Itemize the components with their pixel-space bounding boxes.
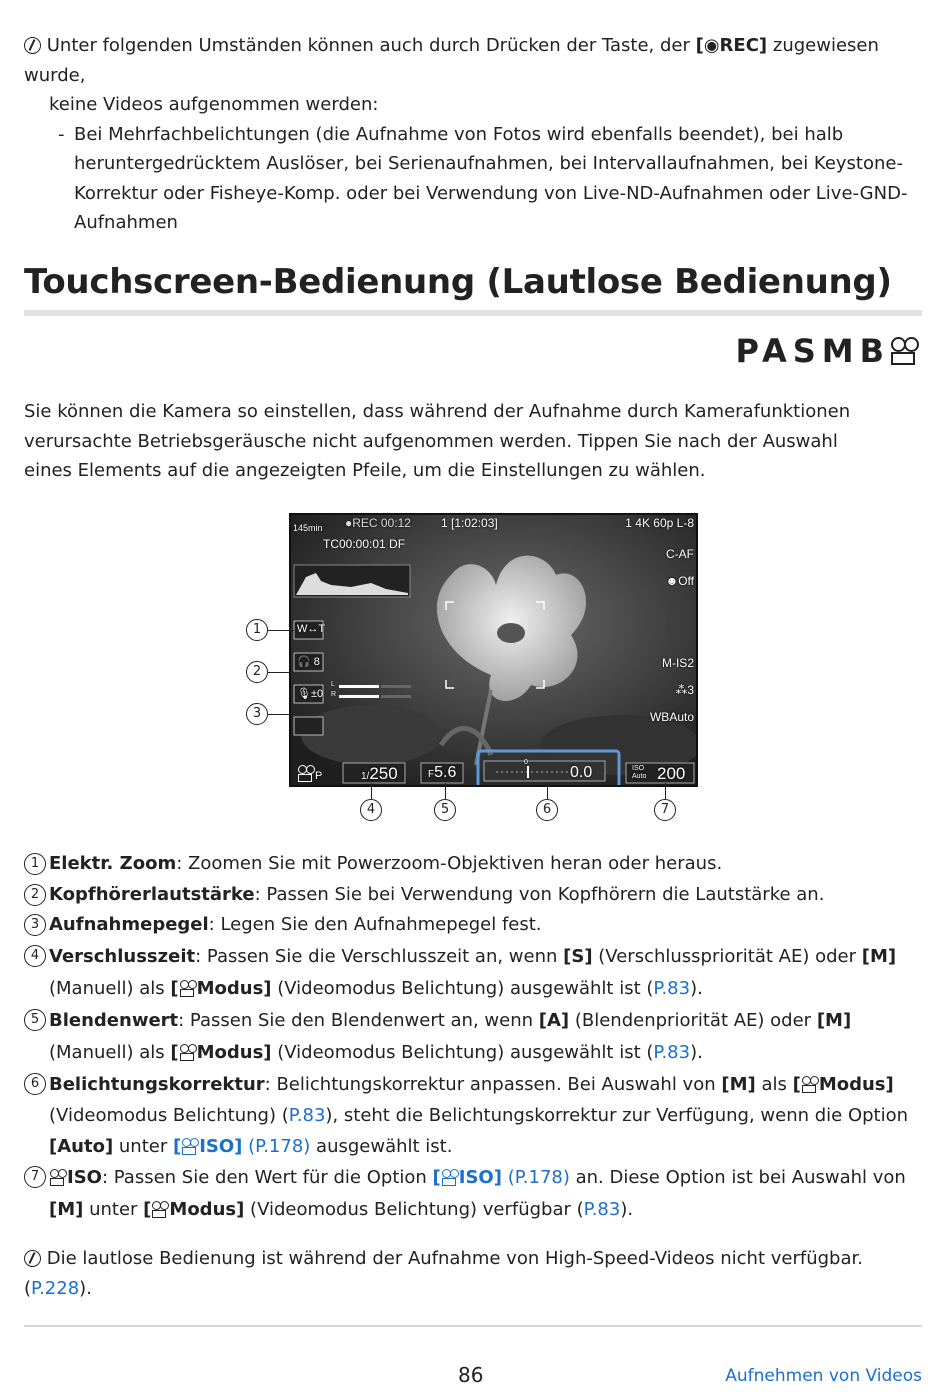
movie-icon — [181, 1138, 199, 1154]
callout-4: 4 — [360, 799, 382, 821]
bottom-note: Die lautlose Bedienung ist während der Aufnahme von High-Speed-Videos nicht verfügbar. (P.228). — [24, 1248, 863, 1299]
page-title: Touchscreen-Bedienung (Lautlose Bedienung) — [24, 262, 892, 302]
list-item: 6 Belichtungskorrektur: Belichtungskorrektur anpassen. Bei Auswahl von [M] als [ Modus] (Videomodus Belichtung) (P.83), steht die Belichtungskorrektur zur Verfügung, wenn die Option [Auto] unter [ ISO] (P.178) ausgewählt ist. — [24, 1069, 924, 1162]
video-format: 1 4K 60p L-8 — [625, 516, 694, 530]
iso-link[interactable]: [ ISO] — [172, 1135, 243, 1157]
iso-label: ISO Auto — [632, 765, 647, 780]
picture-mode: ⁂3 — [675, 683, 694, 697]
face-detect: ☻Off — [665, 574, 694, 588]
movie-icon — [179, 980, 197, 996]
movie-icon — [151, 1201, 169, 1217]
mic-touch-button[interactable]: 🎙±0 — [297, 688, 324, 700]
camera-screen — [289, 513, 698, 787]
movie-icon — [441, 1169, 459, 1185]
intro-text: Sie können die Kamera so einstellen, dass während der Aufnahme durch Kamerafunktionen verursachte Betriebsgeräusche nicht aufgenommen werden. Tippen Sie nach der Auswahl eines Elements auf die angezeigten Pfeile, um die Einstellungen zu wählen. — [24, 401, 851, 481]
note-icon — [24, 37, 41, 54]
movie-icon — [297, 765, 315, 781]
battery-indicator: 145min — [293, 523, 323, 533]
list-item: 3 Aufnahmepegel: Legen Sie den Aufnahmepegel fest. — [24, 910, 924, 941]
timecode: TC00:00:01 DF — [323, 537, 406, 551]
callout-3: 3 — [246, 703, 268, 725]
list-item: 5 Blendenwert: Passen Sie den Blendenwert an, wenn [A] (Blendenpriorität AE) oder [M] (Manuell) als [ Modus] (Videomodus Belichtung) ausgewählt ist (P.83). — [24, 1005, 924, 1069]
top-note: Unter folgenden Umständen können auch durch Drücken der Taste, der [◉REC] zugewiesen wurde, keine Videos aufgenommen werden: - Bei Mehrfachbelichtungen (die Aufnahme von Fotos wird ebenfalls beendet), bei halb heruntergedrücktem Auslöser, bei Serienaufnahmen, bei Intervallaufnahmen, bei Keystone-Korrektur oder Fisheye-Komp. oder bei Verwendung von Live-ND-Aufnahmen oder Live-GND-Aufnahmen — [24, 31, 929, 238]
exposure-comp-touch-button[interactable]: 0.0 — [570, 764, 593, 781]
callout-6: 6 — [536, 799, 558, 821]
section-link[interactable]: Aufnehmen von Videos — [725, 1366, 922, 1386]
zoom-touch-button[interactable]: W↔T — [297, 623, 326, 635]
remaining-time: 1 [1:02:03] — [441, 516, 498, 530]
callout-1: 1 — [246, 619, 268, 641]
level-l: L — [331, 681, 335, 688]
flower-image — [291, 515, 696, 785]
title-rule — [24, 310, 922, 316]
top-note-bullet: Bei Mehrfachbelichtungen (die Aufnahme von Fotos wird ebenfalls beendet), bei halb heruntergedrücktem Auslöser, bei Serienaufnahmen, bei Intervallaufnahmen, bei Keystone-Korrektur oder Fisheye-Komp. oder bei Verwendung von Live-ND-Aufnahmen oder Live-GND-Aufnahmen — [74, 123, 908, 233]
aperture-touch-button[interactable]: F5.6 — [428, 764, 457, 781]
list-item: 2 Kopfhörerlautstärke: Passen Sie bei Verwendung von Kopfhörern die Lautstärke an. — [24, 880, 924, 911]
af-mode: C-AF — [666, 547, 694, 561]
list-item: 7 ISO: Passen Sie den Wert für die Option [ ISO] (P.178) an. Diese Option ist bei Auswahl von [M] unter [ Modus] (Videomodus Belichtung) verfügbar (P.83). — [24, 1162, 924, 1226]
movie-mode-icon — [890, 337, 920, 363]
callout-7: 7 — [654, 799, 676, 821]
iso-touch-button[interactable]: 200 — [657, 764, 686, 783]
bullet-dash: - — [58, 123, 65, 145]
exposure-zero-mark: 0 — [524, 759, 528, 766]
callout-5: 5 — [434, 799, 456, 821]
headphone-touch-button[interactable]: 🎧 8 — [297, 656, 320, 668]
iso-link[interactable]: [ ISO] — [432, 1166, 502, 1188]
exposure-mode: P — [297, 765, 322, 783]
page-link[interactable]: P.83 — [653, 1041, 691, 1063]
list-item: 1 Elektr. Zoom: Zoomen Sie mit Powerzoom-Objektiven heran oder heraus. — [24, 849, 924, 880]
mode-icons: PASMB — [735, 332, 920, 370]
movie-icon — [49, 1169, 67, 1185]
page-link[interactable]: P.83 — [288, 1104, 326, 1126]
page-link[interactable]: P.228 — [31, 1277, 80, 1299]
image-stabilizer: M-IS2 — [661, 656, 694, 670]
white-balance: WBAuto — [649, 710, 694, 724]
movie-icon — [179, 1044, 197, 1060]
shutter-touch-button[interactable]: 1/250 — [361, 764, 398, 783]
rec-time: ●REC 00:12 — [345, 516, 411, 530]
callout-2: 2 — [246, 661, 268, 683]
page-link[interactable]: P.83 — [653, 977, 691, 999]
note-icon — [24, 1250, 41, 1267]
item-list — [24, 849, 924, 1226]
level-r: R — [331, 691, 337, 698]
page-link[interactable]: (P.178) — [507, 1166, 570, 1188]
top-note-line2: keine Videos aufgenommen werden: — [49, 94, 379, 115]
page-number: 86 — [458, 1363, 484, 1387]
footer-rule — [24, 1325, 922, 1327]
movie-icon — [801, 1076, 819, 1092]
list-item: 4 Verschlusszeit: Passen Sie die Verschlusszeit an, wenn [S] (Verschlusspriorität AE) oder [M] (Manuell) als [ Modus] (Videomodus Belichtung) ausgewählt ist (P.83). — [24, 941, 924, 1005]
page-link[interactable]: (P.178) — [248, 1135, 311, 1157]
page-link[interactable]: P.83 — [583, 1198, 621, 1220]
